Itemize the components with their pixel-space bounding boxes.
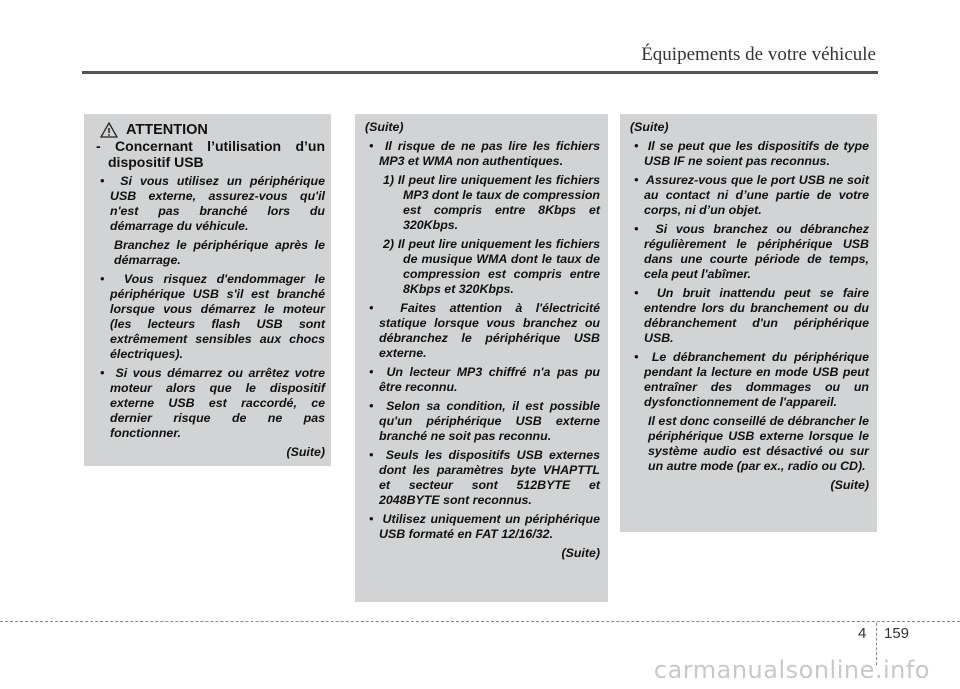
warning-triangle-icon xyxy=(100,122,118,138)
footer-rule xyxy=(0,621,960,622)
page-header-title: Équipements de votre véhicule xyxy=(641,44,876,65)
chapter-number: 4 xyxy=(858,625,867,642)
attention-title: ATTENTION xyxy=(126,121,208,138)
attention-heading xyxy=(100,122,325,138)
list-item: • Il risque de ne pas lire les fichiers MP3 et WMA non authentiques. xyxy=(365,139,600,169)
suite-label: (Suite) xyxy=(630,120,669,134)
list-item: • Si vous démarrez ou arrêtez votre moteur alors que le dispositif externe USB est raccordé, ce dernier risque de ne pas fonctionner. xyxy=(96,366,325,441)
list-item: • Il se peut que les dispositifs de type USB IF ne soient pas reconnus. xyxy=(630,139,869,169)
attention-subheading: - Concernant l’utilisation d’un dispositif USB xyxy=(96,138,325,170)
header-rule xyxy=(82,71,878,74)
list-item: • Si vous branchez ou débranchez régulièrement le périphérique USB dans une courte période de temps, cela peut l'abîmer. xyxy=(630,222,869,282)
watermark: carmanualsonline.info xyxy=(653,656,930,684)
list-item: • Utilisez uniquement un périphérique USB formaté en FAT 12/16/32. xyxy=(365,512,600,542)
continued-box-3 xyxy=(620,114,877,532)
list-item-note: Branchez le périphérique après le démarrage. xyxy=(114,238,325,267)
suite-label: (Suite) xyxy=(561,546,600,560)
list-item: • Faites attention à l'électricité statique lorsque vous branchez ou débranchez le périphérique USB externe. xyxy=(365,301,600,361)
continued-box-2 xyxy=(355,114,608,602)
list-item: • Seuls les dispositifs USB externes dont les paramètres byte VHAPTTL et secteur sont 512BYTE et 2048BYTE sont reconnus. xyxy=(365,448,600,508)
list-item: • Vous risquez d'endommager le périphérique USB s'il est branché lorsque vous démarrez le moteur (les lecteurs flash USB sont extrêmement sensibles aux chocs électriques). xyxy=(96,272,325,362)
list-item: • Selon sa condition, il est possible qu'un périphérique USB externe branché ne soit pas reconnu. xyxy=(365,399,600,444)
suite-label: (Suite) xyxy=(365,120,404,134)
page-number: 159 xyxy=(884,625,910,642)
list-item: • Le débranchement du périphérique pendant la lecture en mode USB peut entraîner des dommages ou un dysfonctionnement de l'appareil. xyxy=(630,350,869,410)
suite-label: (Suite) xyxy=(286,445,325,459)
attention-box xyxy=(84,114,331,466)
list-item: • Un lecteur MP3 chiffré n'a pas pu être reconnu. xyxy=(365,365,600,395)
list-item: • Assurez-vous que le port USB ne soit au contact ni d’une partie de votre corps, ni d’un objet. xyxy=(630,173,869,218)
numbered-item: 2) Il peut lire uniquement les fichiers de musique WMA dont le taux de compression est compris entre 8Kbps et 320Kbps. xyxy=(383,237,600,296)
list-item: • Si vous utilisez un périphérique USB externe, assurez-vous qu'il n'est pas branché lors du démarrage du véhicule. xyxy=(96,174,325,234)
list-item: • Un bruit inattendu peut se faire entendre lors du branchement ou du débranchement d'un périphérique USB. xyxy=(630,286,869,346)
list-item-note: Il est donc conseillé de débrancher le périphérique USB externe lorsque le système audio est désactivé ou sur un autre mode (par ex., radio ou CD). xyxy=(648,414,869,473)
suite-label: (Suite) xyxy=(830,478,869,492)
numbered-item: 1) Il peut lire uniquement les fichiers MP3 dont le taux de compression est compris entre 8Kbps et 320Kbps. xyxy=(383,173,600,232)
